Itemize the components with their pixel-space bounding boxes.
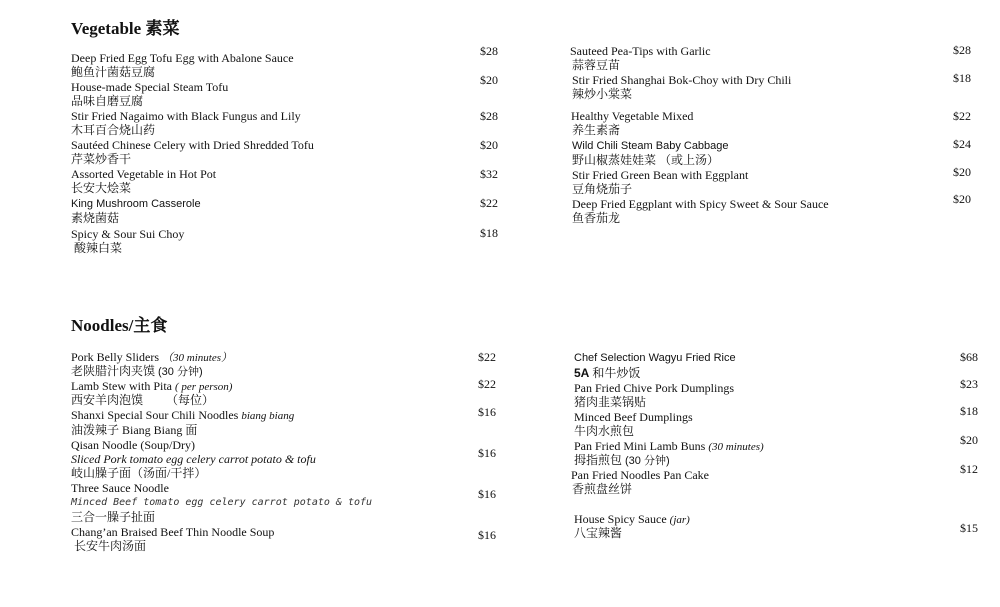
menu-item-note: ( per person) bbox=[175, 381, 233, 393]
menu-item-price: $22 bbox=[953, 109, 971, 123]
menu-item-chinese: 鲍鱼汁菌菇豆腐 bbox=[71, 65, 156, 79]
menu-item-price: $16 bbox=[478, 405, 496, 419]
menu-item-chinese: 香煎盘丝饼 bbox=[572, 482, 633, 496]
menu-item-name bbox=[71, 350, 232, 365]
menu-item-price: $28 bbox=[480, 109, 498, 123]
menu-item-chinese: 蒜蓉豆苗 bbox=[572, 58, 621, 72]
menu-item-name: Chang’an Braised Beef Thin Noodle Soup bbox=[71, 525, 275, 539]
menu-item-chinese: 木耳百合烧山药 bbox=[71, 123, 156, 137]
menu-item-name-text: House Spicy Sauce bbox=[574, 512, 667, 526]
menu-item-price: $16 bbox=[478, 528, 496, 542]
menu-item-grade: 5A bbox=[574, 366, 590, 380]
menu-item-chinese: 野山椒蒸娃娃菜 （或上汤） bbox=[572, 153, 720, 167]
menu-item-price: $20 bbox=[953, 165, 971, 179]
menu-item-name bbox=[574, 512, 690, 527]
menu-item-name: Qisan Noodle (Soup/Dry) bbox=[71, 438, 195, 452]
menu-item-price: $22 bbox=[480, 196, 498, 210]
menu-item-name: Stir Fried Shanghai Bok-Choy with Dry Chili bbox=[572, 73, 792, 87]
menu-item-chinese-text: 老陕腊汁肉夹馍 bbox=[71, 364, 156, 378]
menu-item-chinese-text: 和牛炒饭 bbox=[592, 366, 641, 380]
menu-item-chinese: 辣炒小棠菜 bbox=[572, 87, 633, 101]
menu-item-name: Stir Fried Green Bean with Eggplant bbox=[572, 168, 749, 182]
menu-item-name bbox=[71, 408, 294, 423]
menu-item-description: Minced Beef tomato egg celery carrot potato & tofu bbox=[71, 497, 373, 508]
menu-item-chinese: 猪肉韭菜锅贴 bbox=[574, 395, 647, 409]
menu-item-price: $15 bbox=[960, 521, 978, 535]
menu-item-name bbox=[574, 439, 764, 454]
menu-item-price: $28 bbox=[953, 43, 971, 57]
menu-item-chinese: 油泼辣子 Biang Biang 面 bbox=[71, 423, 198, 437]
menu-item-name-text: Shanxi Special Sour Chili Noodles bbox=[71, 408, 239, 422]
menu-item-name: Deep Fried Eggplant with Spicy Sweet & Sour Sauce bbox=[572, 197, 829, 211]
menu-item-price: $23 bbox=[960, 377, 978, 391]
menu-item-name: Sauteed Pea-Tips with Garlic bbox=[570, 44, 711, 58]
menu-item-price: $18 bbox=[480, 226, 498, 240]
menu-item-name: Deep Fried Egg Tofu Egg with Abalone Sauce bbox=[71, 51, 294, 65]
menu-item-chinese-text: 拇指煎包 bbox=[574, 453, 623, 467]
menu-item-price: $24 bbox=[953, 137, 971, 151]
menu-item-chinese: 养生素斋 bbox=[572, 123, 621, 137]
menu-item-price: $18 bbox=[953, 71, 971, 85]
menu-item-chinese-note: （每位） bbox=[166, 393, 215, 407]
menu-item-price: $16 bbox=[478, 446, 496, 460]
menu-item-chinese bbox=[574, 366, 640, 380]
menu-item-chinese: 长安牛肉汤面 bbox=[74, 539, 147, 553]
menu-item-chinese: 鱼香茄龙 bbox=[572, 211, 621, 225]
menu-item-name: Three Sauce Noodle bbox=[71, 481, 169, 495]
menu-item-chinese: 素烧菌菇 bbox=[71, 211, 120, 225]
menu-item-chinese-note: (30 分钟) bbox=[625, 455, 670, 467]
menu-item-name: Minced Beef Dumplings bbox=[574, 410, 693, 424]
menu-item-name: House-made Special Steam Tofu bbox=[71, 80, 229, 94]
menu-item-chinese bbox=[71, 393, 214, 407]
menu-item-note: (jar) bbox=[669, 514, 690, 526]
menu-item-price: $16 bbox=[478, 487, 496, 501]
menu-item-chinese bbox=[574, 453, 670, 468]
menu-item-name: Healthy Vegetable Mixed bbox=[571, 109, 694, 123]
menu-item-chinese: 酸辣白菜 bbox=[74, 241, 123, 255]
menu-item-note: biang biang bbox=[241, 410, 295, 422]
menu-item-chinese: 岐山臊子面（汤面/干拌） bbox=[71, 466, 207, 480]
menu-item-chinese: 品味自磨豆腐 bbox=[71, 94, 144, 108]
menu-item-name-text: Pan Fried Mini Lamb Buns bbox=[574, 439, 706, 453]
menu-item-name: Spicy & Sour Sui Choy bbox=[71, 227, 185, 241]
menu-item-chinese-note: (30 分钟) bbox=[158, 366, 203, 378]
menu-item-chinese: 三合一臊子扯面 bbox=[71, 510, 156, 524]
menu-item-chinese: 豆角烧茄子 bbox=[572, 182, 633, 196]
menu-item-price: $18 bbox=[960, 404, 978, 418]
vegetable-heading: Vegetable 素菜 bbox=[71, 19, 180, 38]
menu-item-price: $28 bbox=[480, 44, 498, 58]
menu-item-chinese: 芹菜炒香干 bbox=[71, 152, 132, 166]
menu-item-name bbox=[71, 379, 232, 394]
noodles-heading: Noodles/主食 bbox=[71, 316, 168, 335]
menu-item-price: $20 bbox=[953, 192, 971, 206]
menu-item-name: Pan Fried Chive Pork Dumplings bbox=[574, 381, 735, 395]
menu-item-name: Chef Selection Wagyu Fried Rice bbox=[574, 352, 736, 364]
menu-item-note: (30 minutes) bbox=[708, 441, 764, 453]
menu-item-name: Stir Fried Nagaimo with Black Fungus and Lily bbox=[71, 109, 301, 123]
menu-item-chinese: 长安大烩菜 bbox=[71, 181, 132, 195]
menu-item-name: Sautéed Chinese Celery with Dried Shredded Tofu bbox=[71, 138, 314, 152]
menu-item-price: $20 bbox=[480, 73, 498, 87]
menu-item-chinese: 牛肉水煎包 bbox=[574, 424, 635, 438]
menu-item-name-text: Pork Belly Sliders bbox=[71, 350, 160, 364]
menu-item-description: Sliced Pork tomato egg celery carrot potato & tofu bbox=[71, 452, 316, 466]
menu-item-name: Pan Fried Noodles Pan Cake bbox=[571, 468, 709, 482]
menu-item-price: $68 bbox=[960, 350, 978, 364]
menu-item-chinese-text: 西安羊肉泡馍 bbox=[71, 393, 144, 407]
menu-item-price: $22 bbox=[478, 350, 496, 364]
menu-item-price: $32 bbox=[480, 167, 498, 181]
menu-item-chinese bbox=[71, 364, 203, 379]
menu-item-name: King Mushroom Casserole bbox=[71, 198, 201, 210]
menu-item-note: （30 minutes） bbox=[162, 352, 232, 364]
menu-item-price: $22 bbox=[478, 377, 496, 391]
menu-item-price: $20 bbox=[480, 138, 498, 152]
menu-item-chinese: 八宝辣酱 bbox=[574, 526, 623, 540]
menu-item-name: Assorted Vegetable in Hot Pot bbox=[71, 167, 217, 181]
menu-item-name-text: Lamb Stew with Pita bbox=[71, 379, 172, 393]
menu-item-price: $20 bbox=[960, 433, 978, 447]
menu-item-price: $12 bbox=[960, 462, 978, 476]
menu-item-name: Wild Chili Steam Baby Cabbage bbox=[572, 140, 729, 152]
